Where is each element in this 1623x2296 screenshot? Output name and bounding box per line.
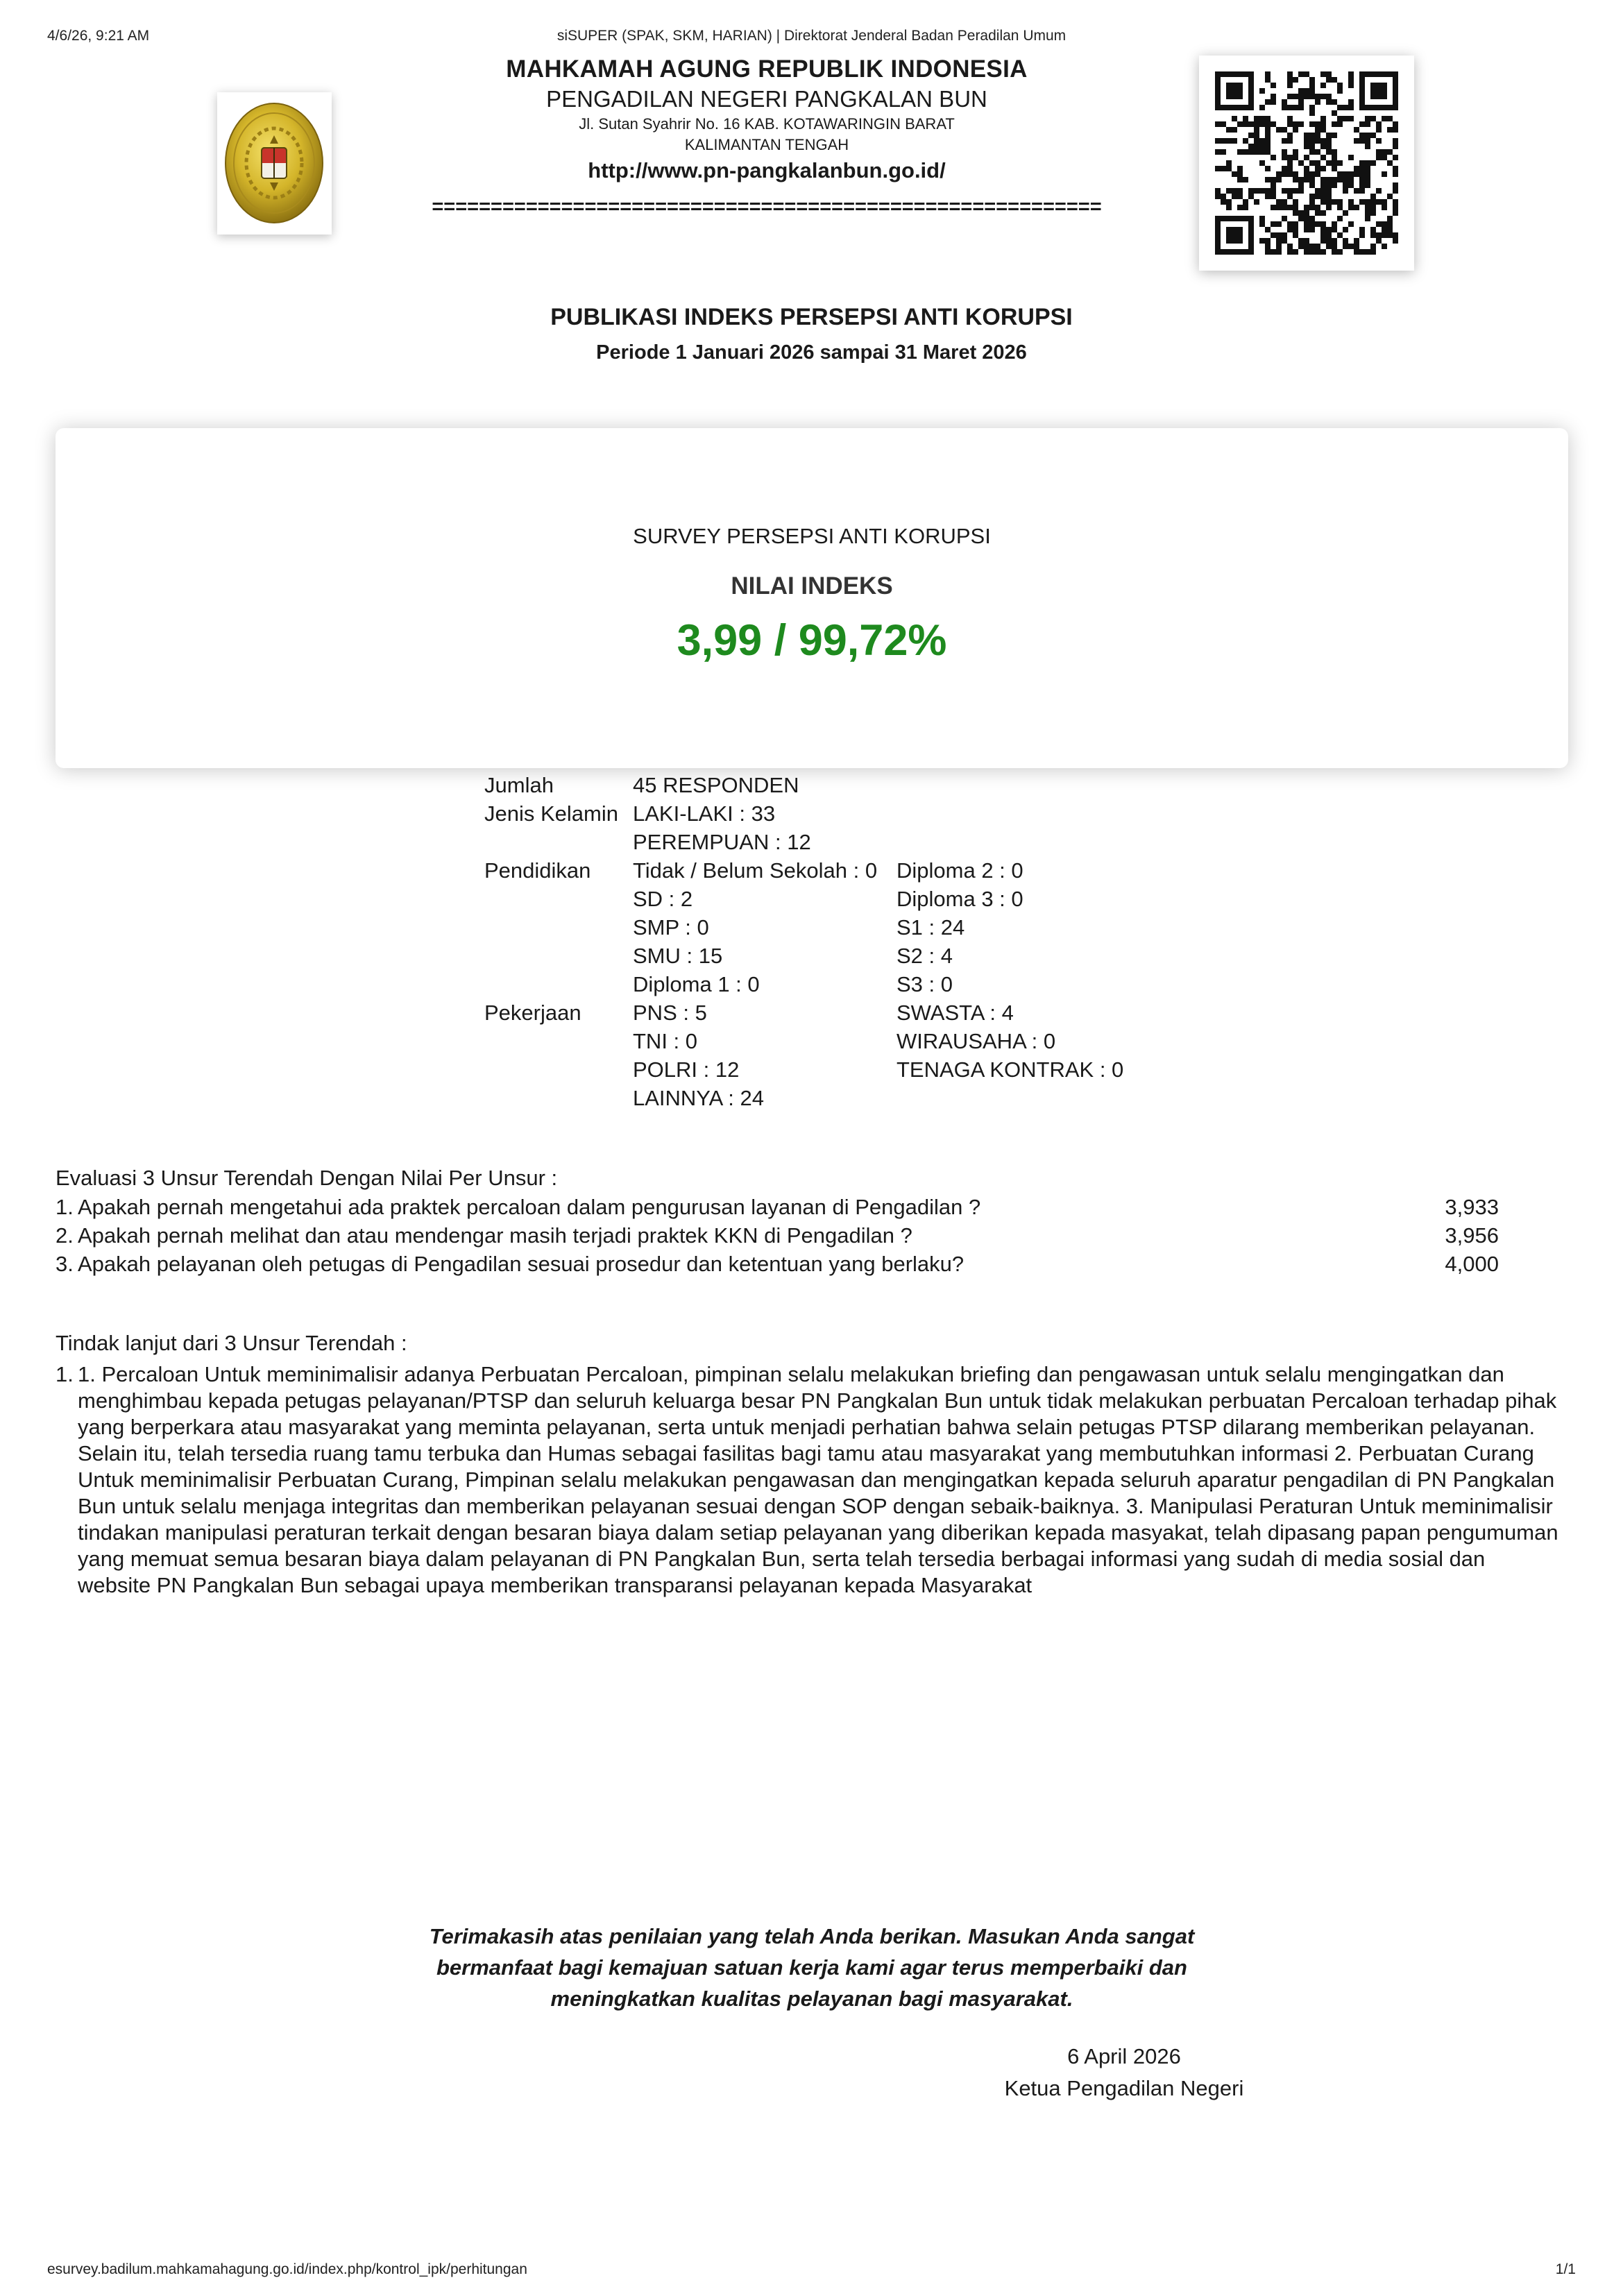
education-item: SMP : 0	[633, 915, 709, 939]
education-item: Tidak / Belum Sekolah : 0	[633, 858, 878, 883]
publication-period: Periode 1 Januari 2026 sampai 31 Maret 2026	[596, 341, 1027, 364]
index-score-card	[56, 428, 1568, 768]
signature-date: 6 April 2026	[1067, 2044, 1181, 2068]
occupation-item: WIRAUSAHA : 0	[897, 1029, 1056, 1053]
evaluation-item-text: Apakah pernah melihat dan atau mendengar masih terjadi praktek KKN di Pengadilan ?	[78, 1223, 912, 1248]
occupation-item: PNS : 5	[633, 1001, 707, 1025]
respondent-count-label: Jumlah	[484, 773, 554, 797]
evaluation-item-value: 3,956	[1445, 1223, 1499, 1248]
followup-title: Tindak lanjut dari 3 Unsur Terendah :	[56, 1331, 407, 1355]
education-item: Diploma 3 : 0	[897, 887, 1023, 911]
print-footer-url: esurvey.badilum.mahkamahagung.go.id/index.php/kontrol_ipk/perhitungan	[47, 2261, 527, 2277]
occupation-item: POLRI : 12	[633, 1057, 740, 1082]
education-item: S2 : 4	[897, 944, 953, 968]
index-label: NILAI INDEKS	[731, 572, 893, 599]
evaluation-item-value: 4,000	[1445, 1252, 1499, 1276]
index-value: 3,99 / 99,72%	[677, 616, 947, 665]
evaluation-item-value: 3,933	[1445, 1195, 1499, 1219]
organization-name: MAHKAMAH AGUNG REPUBLIK INDONESIA	[506, 56, 1028, 83]
education-item: SD : 2	[633, 887, 693, 911]
court-seal-icon	[217, 92, 332, 235]
occupation-item: TENAGA KONTRAK : 0	[897, 1057, 1124, 1082]
occupation-label: Pekerjaan	[484, 1001, 581, 1025]
occupation-item: SWASTA : 4	[897, 1001, 1014, 1025]
education-item: SMU : 15	[633, 944, 723, 968]
evaluation-title: Evaluasi 3 Unsur Terendah Dengan Nilai Per Unsur :	[56, 1166, 558, 1190]
survey-label: SURVEY PERSEPSI ANTI KORUPSI	[633, 524, 991, 548]
court-name: PENGADILAN NEGERI PANGKALAN BUN	[546, 86, 987, 112]
gender-label: Jenis Kelamin	[484, 801, 618, 826]
court-seal-logo	[217, 92, 332, 235]
education-item: Diploma 1 : 0	[633, 972, 760, 996]
qr-code	[1199, 56, 1414, 271]
followup-item-number: 1.	[56, 1362, 74, 1386]
publication-title: PUBLIKASI INDEKS PERSEPSI ANTI KORUPSI	[550, 304, 1073, 330]
court-address-line2: KALIMANTAN TENGAH	[684, 136, 849, 153]
evaluation-item-number: 3.	[56, 1252, 74, 1276]
education-item: S1 : 24	[897, 915, 965, 939]
evaluation-item-text: Apakah pelayanan oleh petugas di Pengadilan sesuai prosedur dan ketentuan yang berlaku?	[78, 1252, 965, 1276]
evaluation-item-text: Apakah pernah mengetahui ada praktek percaloan dalam pengurusan layanan di Pengadilan ?	[78, 1195, 981, 1219]
court-address-line1: Jl. Sutan Syahrir No. 16 KAB. KOTAWARINGIN BARAT	[579, 115, 955, 133]
letterhead	[347, 54, 1187, 221]
followup-item-text: 1. Percaloan Untuk meminimalisir adanya Perbuatan Percaloan, pimpinan selalu melakukan briefing dan pengawasan untuk selalu mengingatkan dan menghimbau kepada petugas pelayanan/PTSP dan seluruh keluarga besar PN Pangkalan Bun untuk tidak melakukan perbuatan Percaloan terhadap pihak yang berperkara atau masyarakat yang meminta pelayanan, serta untuk menjadi perhatian bahwa selain petugas PTSP dilarang memberikan pelayanan. Selain itu, telah tersedia ruang tamu terbuka dan Humas sebagai fasilitas bagi tamu atau masyarakat yang membutuhkan informasi 2. Perbuatan Curang Untuk meminimalisir Perbuatan Curang, Pimpinan selalu melakukan pengawasan dan mengingatkan kepada seluruh aparatur pengadilan di PN Pangkalan Bun untuk selalu menjaga integritas dan memberikan pelayanan sesuai dengan SOP dengan sebaik-baiknya. 3. Manipulasi Peraturan Untuk meminimalisir tindakan manipulasi peraturan terkait dengan besaran biaya dalam setiap pelayanan yang diberikan kepada masyakat, telah dipasang papan pengumuman yang memuat semua besaran biaya dalam pelayanan di PN Pangkalan Bun, serta telah tersedia berbagai informasi yang sudah di media sosial dan website PN Pangkalan Bun sebagai upaya memberikan transparansi pelayanan kepada Masyarakat	[78, 1362, 1558, 1597]
education-label: Pendidikan	[484, 858, 591, 883]
education-item: S3 : 0	[897, 972, 953, 996]
print-datetime: 4/6/26, 9:21 AM	[47, 28, 150, 44]
occupation-item: LAINNYA : 24	[633, 1086, 764, 1110]
thank-you-note: Terimakasih atas penilaian yang telah Anda berikan. Masukan Anda sangat bermanfaat bagi kemajuan satuan kerja kami agar terus memperbaiki dan meningkatkan kualitas pelayanan bagi masyarakat.	[429, 1924, 1195, 2011]
signatory-title: Ketua Pengadilan Negeri	[1004, 2076, 1244, 2100]
occupation-item: TNI : 0	[633, 1029, 698, 1053]
court-website-link[interactable]: http://www.pn-pangkalanbun.go.id/	[588, 158, 946, 182]
respondent-count-value: 45 RESPONDEN	[633, 773, 799, 797]
evaluation-item-number: 2.	[56, 1223, 74, 1248]
letterhead-divider: =========================================================	[432, 196, 1102, 218]
qr-code-icon	[1199, 56, 1414, 271]
gender-female: PEREMPUAN : 12	[633, 830, 811, 854]
evaluation-item-number: 1.	[56, 1195, 74, 1219]
print-page-title: siSUPER (SPAK, SKM, HARIAN) | Direktorat Jenderal Badan Peradilan Umum	[556, 28, 1067, 44]
education-item: Diploma 2 : 0	[897, 858, 1023, 883]
gender-male: LAKI-LAKI : 33	[633, 801, 776, 826]
print-page-number: 1/1	[1555, 2261, 1576, 2277]
